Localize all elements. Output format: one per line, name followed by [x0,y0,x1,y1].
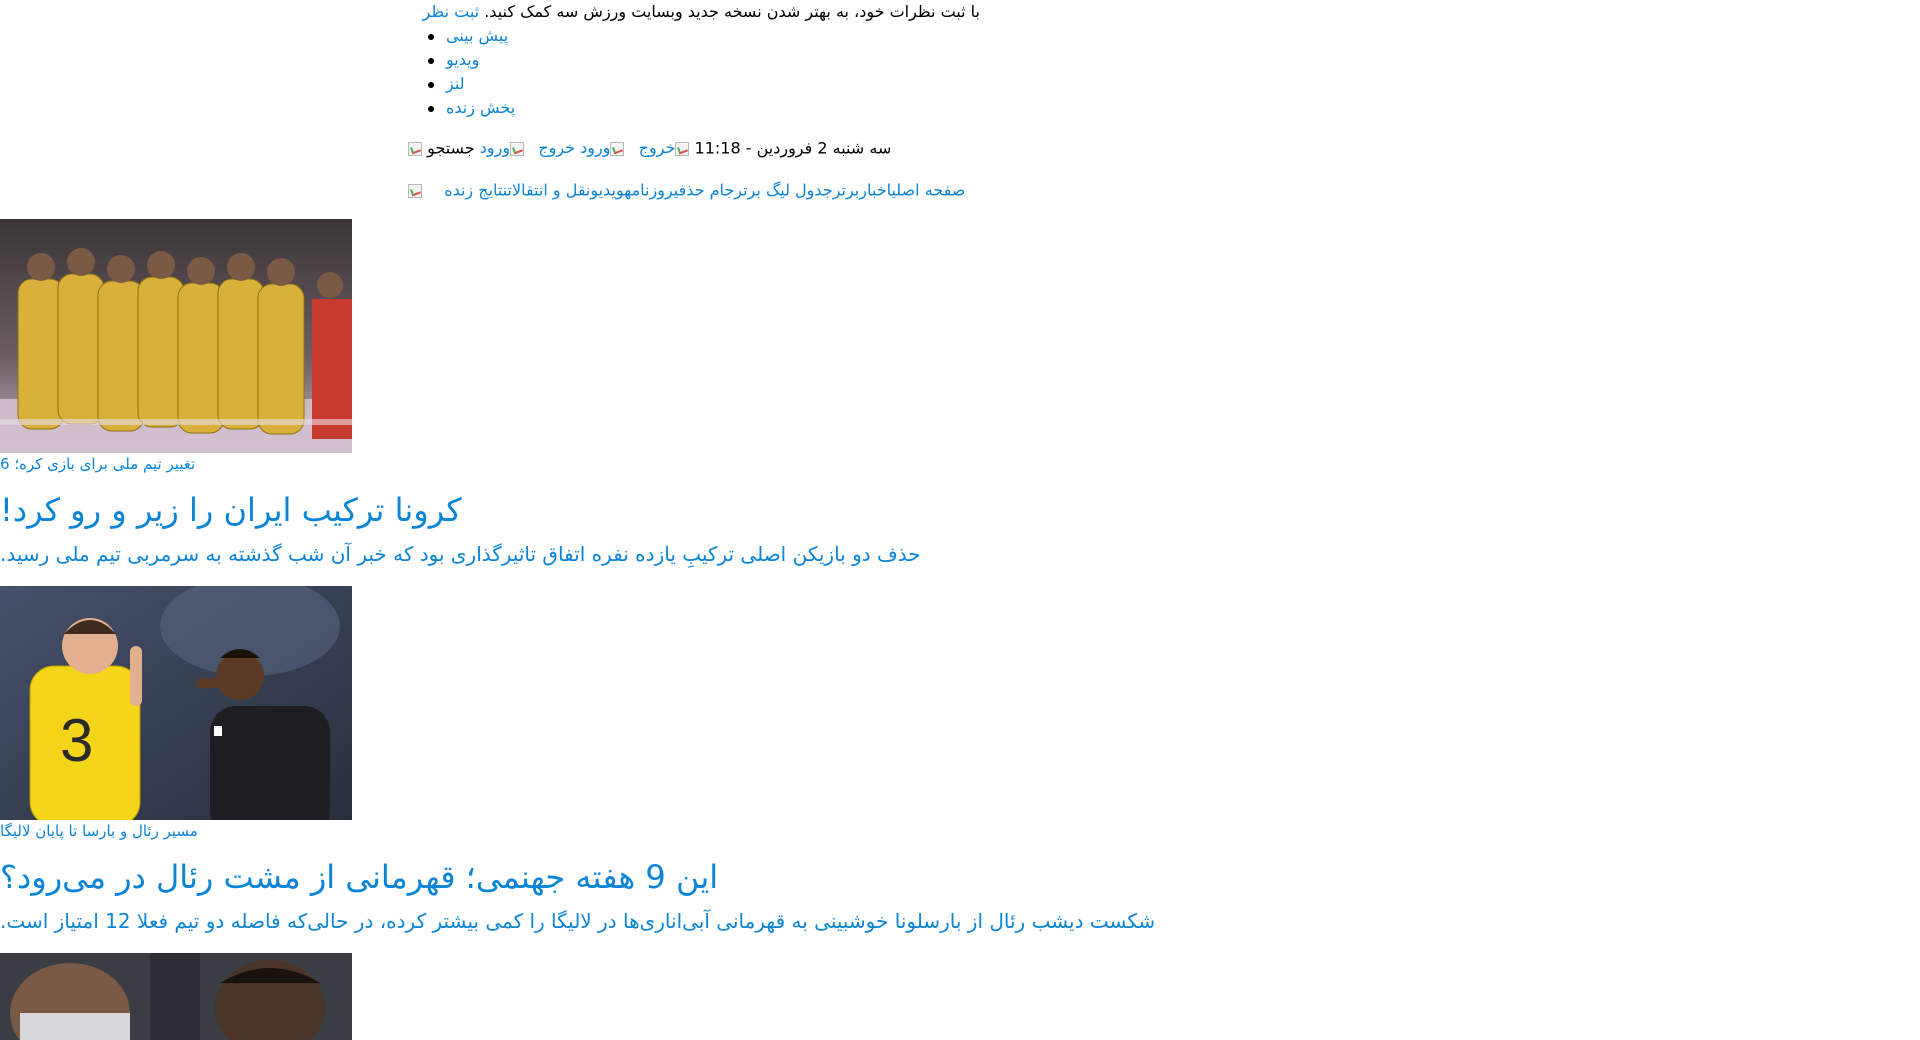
article-summary[interactable]: شکست دیشب رئال از بارسلونا خوشبینی به قهرمانی آبی‌اناری‌ها در لالیگا را کمی بیشتر کرده، در حالی‌که فاصله دو تیم فعلا 12 امتیاز است. [0,909,1156,933]
search-label[interactable]: جستجو [427,138,475,158]
login-link[interactable]: ورود [479,138,511,157]
top-link-video[interactable] [442,48,515,72]
article-headline[interactable]: این 9 هفته جهنمی؛ قهرمانی از مشت رئال در می‌رود؟ [0,858,719,896]
article-caption[interactable]: مسیر رئال و بارسا تا پایان لالیگا [0,822,198,840]
article-summary[interactable]: حذف دو بازیکن اصلی ترکیبِ یازده نفره اتفاق تاثیرگذاری بود که خبر آن شب گذشته به سرمربی تیم ملی رسید. [0,542,921,566]
svg-text:3: 3 [60,707,94,774]
datetime: سه شنبه 2 فروردین - 11:18 [694,138,892,158]
players-argument-image [0,586,352,820]
logout-link[interactable]: خروج [638,138,676,157]
article-caption[interactable]: تغییر تیم ملی برای بازی کره؛ 6 [0,455,196,473]
feedback-notice-text: با ثبت نظرات خود، به بهتر شدن نسخه جدید وبسایت ورزش سه کمک کنید. [484,2,980,21]
login-image-link[interactable]: ورود [580,138,611,157]
top-link-label[interactable]: پخش زنده [446,98,516,117]
feedback-notice [420,2,980,22]
broken-image-icon [510,142,524,156]
top-link-live[interactable] [442,96,515,120]
top-links-list [442,24,515,120]
top-link-label[interactable]: ویدیو [446,50,480,69]
article-image[interactable] [0,953,352,1040]
players-image [0,953,352,1040]
logo-icon[interactable] [408,184,422,198]
team-lineup-image [0,219,352,453]
broken-image-icon [408,142,422,156]
article-image[interactable] [0,219,352,453]
top-link-predictions[interactable] [442,24,515,48]
article-image[interactable] [0,586,352,820]
logout-image-link[interactable]: خروج [538,138,576,157]
top-link-label[interactable]: پیش بینی [446,26,509,45]
user-bar [408,137,891,159]
main-nav-links[interactable]: صفحه اصلیاخباربرترجدول لیگ برترجام حذفیروزنامهویدیونقل و انتقالاتنتایج زنده [444,180,966,200]
top-link-label[interactable]: لنز [446,74,465,93]
top-link-lens[interactable] [442,72,515,96]
search-icon[interactable] [675,142,689,156]
article-headline[interactable]: کرونا ترکیب ایران را زیر و رو کرد! [0,491,462,529]
feedback-link[interactable]: ثبت نظر [422,2,480,21]
broken-image-icon [610,142,624,156]
main-nav [408,179,965,201]
